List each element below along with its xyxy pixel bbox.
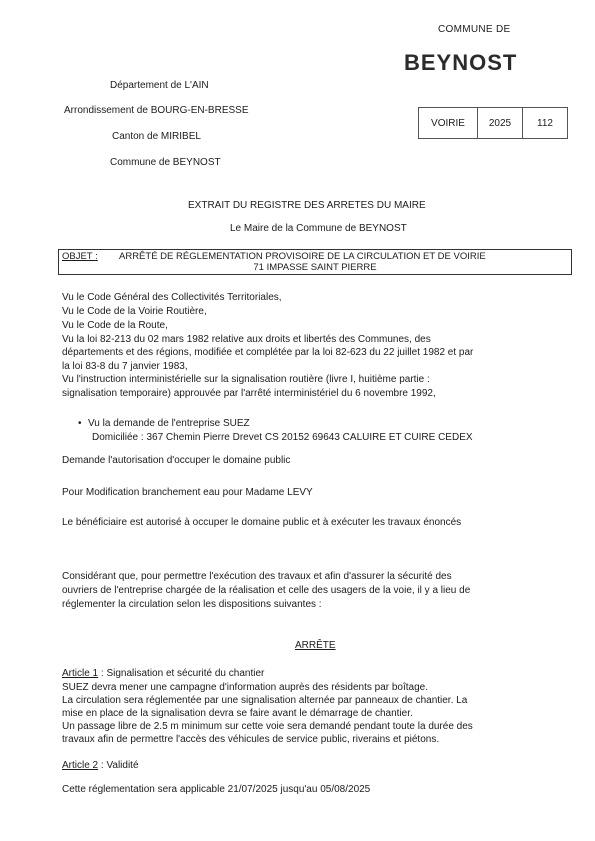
demande-motif: Pour Modification branchement eau pour Madame LEVY [62,487,313,498]
extrait-title: EXTRAIT DU REGISTRE DES ARRETES DU MAIRE [188,200,426,211]
objet-line-2: 71 IMPASSE SAINT PIERRE [253,262,377,273]
visa-route: Vu le Code de la Route, [62,320,168,331]
logo-beynost: BEYNOST [404,50,518,75]
article-2-heading [62,760,139,772]
maire-title: Le Maire de la Commune de BEYNOST [230,223,407,234]
departement-line: Département de L'AIN [110,80,209,91]
demande-autorise: Le bénéficiaire est autorisé à occuper le domaine public et à exécuter les travaux énoncés [62,517,462,528]
demande-autorisation: Demande l'autorisation d'occuper le domaine public [62,455,291,466]
demande-entreprise: Vu la demande de l'entreprise SUEZ [88,418,250,429]
visa-cgct: Vu le Code Général des Collectivités Territoriales, [62,292,282,303]
reference-number: 112 [523,108,568,139]
visa-instruction-1: Vu l'instruction interministérielle sur la signalisation routière (livre I, huitième partie : [62,374,430,385]
reference-table [418,107,568,139]
article-2-label: Article 2 [62,760,99,771]
article-1-title: : Signalisation et sécurité du chantier [98,668,265,679]
article-2-text: Cette réglementation sera applicable 21/07/2025 jusqu'au 05/08/2025 [62,784,371,795]
reference-service: VOIRIE [419,108,478,139]
arrete-heading: ARRÊTE [295,640,336,651]
visa-loi-2: départements et des régions, modifiée et complétée par la loi 82-623 du 22 juillet 1982 et par [62,347,474,358]
article-1-label: Article 1 [62,668,99,679]
article-1-line-1: SUEZ devra mener une campagne d'information auprès des résidents par boîtage. [62,682,429,693]
considerant-line-2: ouvriers de l'entreprise chargée de la réalisation et celle des usagers de la voie, il y a lieu de [62,585,471,596]
arrondissement-line: Arrondissement de BOURG-EN-BRESSE [64,105,249,116]
article-1-line-4: Un passage libre de 2.5 m minimum sur cette voie sera demandé pendant toute la durée des [62,721,473,732]
article-1-line-2: La circulation sera réglementée par une signalisation alternée par panneaux de chantier. La [62,695,468,706]
article-1-heading [62,668,264,680]
objet-line-1: ARRÊTÉ DE RÉGLEMENTATION PROVISOIRE DE LA CIRCULATION ET DE VOIRIE [119,251,486,262]
considerant-line-3: réglementer la circulation selon les dispositions suivantes : [62,599,322,610]
logo-commune-de: COMMUNE DE [438,24,511,35]
visa-loi-3: la loi 83-8 du 7 janvier 1983, [62,361,188,372]
demande-domicile: Domiciliée : 367 Chemin Pierre Drevet CS 20152 69643 CALUIRE ET CUIRE CEDEX [92,432,473,443]
objet-label: OBJET : [62,251,98,262]
article-1-line-3: mise en place de la signalisation devra se faire avant le démarrage de chantier. [62,708,413,719]
article-1-line-5: travaux afin de permettre l'accès des véhicules de service public, riverains et piétons. [62,734,440,745]
article-2-title: : Validité [98,760,139,771]
visa-instruction-2: signalisation temporaire) approuvée par l'arrêté interministériel du 6 novembre 1992, [62,388,436,399]
visa-loi-1: Vu la loi 82-213 du 02 mars 1982 relative aux droits et libertés des Communes, des [62,334,431,345]
visa-voirie: Vu le Code de la Voirie Routière, [62,306,207,317]
commune-line: Commune de BEYNOST [110,157,221,168]
objet-box [58,249,572,275]
reference-year: 2025 [478,108,523,139]
bullet-icon: • [78,418,82,429]
canton-line: Canton de MIRIBEL [112,131,201,142]
considerant-line-1: Considérant que, pour permettre l'exécution des travaux et afin d'assurer la sécurité des [62,571,452,582]
